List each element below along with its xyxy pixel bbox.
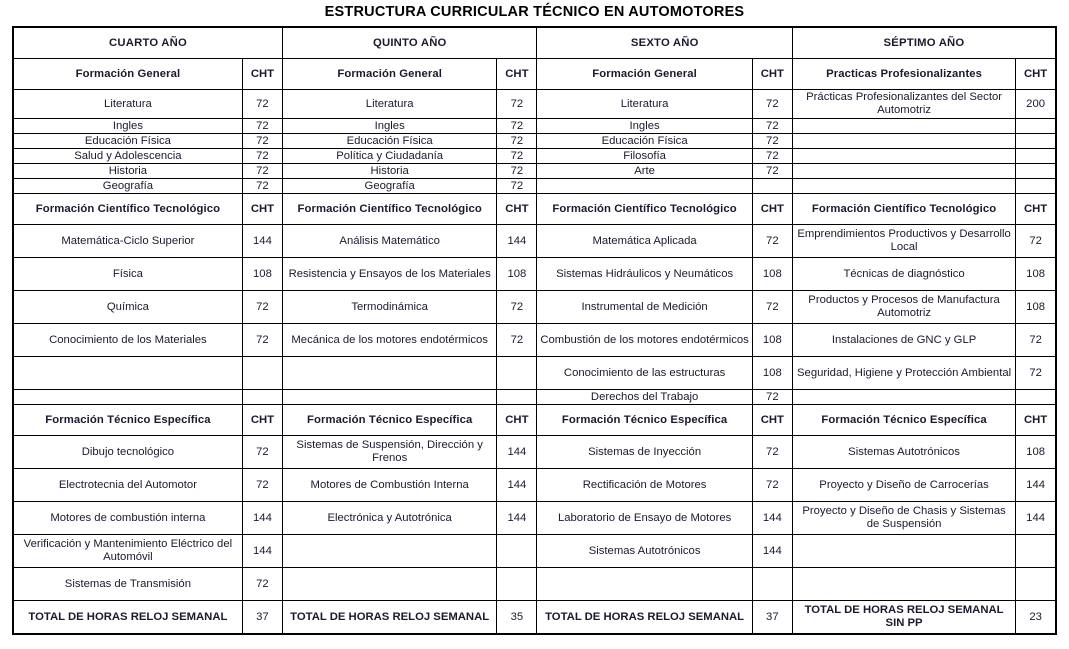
hours-cell: 72: [242, 469, 282, 502]
subject-cell: [283, 535, 497, 568]
table-row: [13, 258, 1056, 291]
subject-cell: Sistemas de Inyección: [537, 436, 752, 469]
table-row: [13, 194, 1056, 225]
table-row: [13, 291, 1056, 324]
hours-cell: 72: [242, 179, 282, 194]
section-heading-y4-s2: Formación Científico Tecnológico: [792, 194, 1015, 225]
table-row: [13, 134, 1056, 149]
subject-cell: [537, 179, 752, 194]
table-row: [13, 601, 1056, 635]
subject-cell: Educación Física: [283, 134, 497, 149]
hours-cell: [497, 535, 537, 568]
year-header-3: SEXTO AÑO: [537, 27, 792, 59]
subject-cell: Combustión de los motores endotérmicos: [537, 324, 752, 357]
subject-cell: [792, 134, 1015, 149]
cht-header-y2-s2: CHT: [497, 194, 537, 225]
section-heading-y1-s2: Formación Científico Tecnológico: [13, 194, 242, 225]
hours-cell: 72: [242, 149, 282, 164]
subject-cell: Instalaciones de GNC y GLP: [792, 324, 1015, 357]
subject-cell: [792, 164, 1015, 179]
hours-cell: [1016, 568, 1056, 601]
hours-cell: [242, 390, 282, 405]
total-value-y3: 37: [752, 601, 792, 635]
hours-cell: 72: [1016, 324, 1056, 357]
subject-cell: Motores de combustión interna: [13, 502, 242, 535]
subject-cell: Resistencia y Ensayos de los Materiales: [283, 258, 497, 291]
hours-cell: [752, 179, 792, 194]
subject-cell: Matemática Aplicada: [537, 225, 752, 258]
hours-cell: 144: [497, 469, 537, 502]
subject-cell: Literatura: [13, 90, 242, 119]
subject-cell: [792, 179, 1015, 194]
subject-cell: Ingles: [283, 119, 497, 134]
subject-cell: Política y Ciudadanía: [283, 149, 497, 164]
subject-cell: Historia: [13, 164, 242, 179]
hours-cell: 144: [752, 502, 792, 535]
cht-header-y4-s2: CHT: [1016, 194, 1056, 225]
hours-cell: 72: [497, 164, 537, 179]
year-header-1: CUARTO AÑO: [13, 27, 283, 59]
subject-cell: [792, 149, 1015, 164]
table-row: [13, 357, 1056, 390]
year-header-2: QUINTO AÑO: [283, 27, 537, 59]
hours-cell: 72: [242, 436, 282, 469]
table-row: [13, 179, 1056, 194]
hours-cell: 72: [497, 119, 537, 134]
table-row: [13, 324, 1056, 357]
section-heading-y1-s3: Formación Técnico Específica: [13, 405, 242, 436]
table-row: [13, 568, 1056, 601]
cht-header-y1-s3: CHT: [242, 405, 282, 436]
hours-cell: 72: [242, 164, 282, 179]
subject-cell: Mecánica de los motores endotérmicos: [283, 324, 497, 357]
total-value-y2: 35: [497, 601, 537, 635]
subject-cell: [537, 568, 752, 601]
subject-cell: Sistemas Autotrónicos: [792, 436, 1015, 469]
subject-cell: Sistemas Autotrónicos: [537, 535, 752, 568]
hours-cell: 144: [1016, 469, 1056, 502]
subject-cell: [792, 390, 1015, 405]
subject-cell: Salud y Adolescencia: [13, 149, 242, 164]
subject-cell: Geografía: [13, 179, 242, 194]
table-row: [13, 535, 1056, 568]
subject-cell: [283, 568, 497, 601]
curriculum-table-container: [0, 26, 1069, 635]
subject-cell: Conocimiento de los Materiales: [13, 324, 242, 357]
hours-cell: 72: [497, 291, 537, 324]
hours-cell: [497, 568, 537, 601]
section-heading-y3-s1: Formación General: [537, 59, 752, 90]
hours-cell: 108: [752, 258, 792, 291]
cht-header-y4-s3: CHT: [1016, 405, 1056, 436]
hours-cell: 200: [1016, 90, 1056, 119]
subject-cell: Proyecto y Diseño de Chasis y Sistemas de Suspensión: [792, 502, 1015, 535]
hours-cell: 108: [1016, 291, 1056, 324]
hours-cell: 108: [1016, 436, 1056, 469]
table-row: [13, 502, 1056, 535]
section-heading-y1-s1: Formación General: [13, 59, 242, 90]
subject-cell: Proyecto y Diseño de Carrocerías: [792, 469, 1015, 502]
hours-cell: 72: [752, 225, 792, 258]
hours-cell: 72: [752, 164, 792, 179]
subject-cell: Electrónica y Autotrónica: [283, 502, 497, 535]
subject-cell: Verificación y Mantenimiento Eléctrico del Automóvil: [13, 535, 242, 568]
subject-cell: [13, 357, 242, 390]
subject-cell: Física: [13, 258, 242, 291]
subject-cell: Productos y Procesos de Manufactura Automotriz: [792, 291, 1015, 324]
section-heading-y2-s1: Formación General: [283, 59, 497, 90]
subject-cell: Sistemas Hidráulicos y Neumáticos: [537, 258, 752, 291]
subject-cell: Arte: [537, 164, 752, 179]
hours-cell: [1016, 119, 1056, 134]
hours-cell: 108: [242, 258, 282, 291]
subject-cell: Literatura: [283, 90, 497, 119]
subject-cell: Filosofía: [537, 149, 752, 164]
subject-cell: [283, 390, 497, 405]
cht-header-y3-s2: CHT: [752, 194, 792, 225]
total-value-y4: 23: [1016, 601, 1056, 635]
hours-cell: 72: [752, 436, 792, 469]
hours-cell: 72: [497, 134, 537, 149]
subject-cell: Prácticas Profesionalizantes del Sector Automotriz: [792, 90, 1015, 119]
table-row: [13, 225, 1056, 258]
hours-cell: 72: [497, 324, 537, 357]
subject-cell: [792, 119, 1015, 134]
table-row: [13, 469, 1056, 502]
subject-cell: Sistemas de Transmisión: [13, 568, 242, 601]
curriculum-table: [12, 26, 1057, 635]
total-label-y3: TOTAL DE HORAS RELOJ SEMANAL: [537, 601, 752, 635]
hours-cell: 72: [242, 291, 282, 324]
hours-cell: 144: [497, 502, 537, 535]
cht-header-y2-s3: CHT: [497, 405, 537, 436]
hours-cell: 144: [242, 502, 282, 535]
hours-cell: 72: [752, 469, 792, 502]
subject-cell: Dibujo tecnológico: [13, 436, 242, 469]
page-title: ESTRUCTURA CURRICULAR TÉCNICO EN AUTOMOTORES: [324, 4, 745, 20]
subject-cell: Ingles: [13, 119, 242, 134]
hours-cell: [1016, 535, 1056, 568]
hours-cell: 108: [752, 357, 792, 390]
subject-cell: Geografía: [283, 179, 497, 194]
hours-cell: [1016, 179, 1056, 194]
total-label-y1: TOTAL DE HORAS RELOJ SEMANAL: [13, 601, 242, 635]
hours-cell: 72: [1016, 357, 1056, 390]
subject-cell: Conocimiento de las estructuras: [537, 357, 752, 390]
subject-cell: Laboratorio de Ensayo de Motores: [537, 502, 752, 535]
hours-cell: [1016, 134, 1056, 149]
total-label-y2: TOTAL DE HORAS RELOJ SEMANAL: [283, 601, 497, 635]
section-heading-y3-s3: Formación Técnico Específica: [537, 405, 752, 436]
hours-cell: 72: [1016, 225, 1056, 258]
hours-cell: [497, 357, 537, 390]
hours-cell: 144: [242, 535, 282, 568]
table-row: [13, 59, 1056, 90]
hours-cell: 108: [497, 258, 537, 291]
hours-cell: [497, 390, 537, 405]
cht-header-y3-s3: CHT: [752, 405, 792, 436]
hours-cell: [242, 357, 282, 390]
table-row: [13, 90, 1056, 119]
hours-cell: 72: [497, 179, 537, 194]
hours-cell: [1016, 164, 1056, 179]
hours-cell: 108: [1016, 258, 1056, 291]
year-header-4: SÉPTIMO AÑO: [792, 27, 1056, 59]
hours-cell: 72: [242, 568, 282, 601]
hours-cell: 72: [752, 90, 792, 119]
hours-cell: [752, 568, 792, 601]
section-heading-y2-s2: Formación Científico Tecnológico: [283, 194, 497, 225]
subject-cell: Análisis Matemático: [283, 225, 497, 258]
total-label-y4: TOTAL DE HORAS RELOJ SEMANAL SIN PP: [792, 601, 1015, 635]
subject-cell: Educación Física: [13, 134, 242, 149]
hours-cell: 72: [242, 134, 282, 149]
subject-cell: Termodinámica: [283, 291, 497, 324]
subject-cell: [792, 568, 1015, 601]
hours-cell: 72: [752, 134, 792, 149]
hours-cell: 72: [497, 90, 537, 119]
hours-cell: 72: [752, 390, 792, 405]
hours-cell: 144: [1016, 502, 1056, 535]
hours-cell: 72: [242, 324, 282, 357]
subject-cell: Instrumental de Medición: [537, 291, 752, 324]
hours-cell: [1016, 149, 1056, 164]
subject-cell: Técnicas de diagnóstico: [792, 258, 1015, 291]
subject-cell: Matemática-Ciclo Superior: [13, 225, 242, 258]
subject-cell: Seguridad, Higiene y Protección Ambiental: [792, 357, 1015, 390]
section-heading-y4-s1: Practicas Profesionalizantes: [792, 59, 1015, 90]
subject-cell: [283, 357, 497, 390]
cht-header-y1-s1: CHT: [242, 59, 282, 90]
table-row: [13, 164, 1056, 179]
table-row: [13, 27, 1056, 59]
subject-cell: Rectificación de Motores: [537, 469, 752, 502]
cht-header-y4-s1: CHT: [1016, 59, 1056, 90]
subject-cell: [792, 535, 1015, 568]
section-heading-y2-s3: Formación Técnico Específica: [283, 405, 497, 436]
subject-cell: Sistemas de Suspensión, Dirección y Frenos: [283, 436, 497, 469]
hours-cell: 108: [752, 324, 792, 357]
total-value-y1: 37: [242, 601, 282, 635]
hours-cell: 144: [497, 225, 537, 258]
subject-cell: Motores de Combustión Interna: [283, 469, 497, 502]
subject-cell: Electrotecnia del Automotor: [13, 469, 242, 502]
hours-cell: 144: [242, 225, 282, 258]
subject-cell: Derechos del Trabajo: [537, 390, 752, 405]
hours-cell: [1016, 390, 1056, 405]
hours-cell: 72: [752, 149, 792, 164]
hours-cell: 72: [752, 291, 792, 324]
subject-cell: [13, 390, 242, 405]
table-row: [13, 405, 1056, 436]
table-row: [13, 119, 1056, 134]
subject-cell: Emprendimientos Productivos y Desarrollo Local: [792, 225, 1015, 258]
hours-cell: 72: [752, 119, 792, 134]
subject-cell: Literatura: [537, 90, 752, 119]
table-row: [13, 436, 1056, 469]
subject-cell: Química: [13, 291, 242, 324]
hours-cell: 144: [752, 535, 792, 568]
cht-header-y2-s1: CHT: [497, 59, 537, 90]
hours-cell: 72: [497, 149, 537, 164]
section-heading-y4-s3: Formación Técnico Específica: [792, 405, 1015, 436]
cht-header-y3-s1: CHT: [752, 59, 792, 90]
hours-cell: 72: [242, 90, 282, 119]
subject-cell: Historia: [283, 164, 497, 179]
hours-cell: 72: [242, 119, 282, 134]
subject-cell: Educación Física: [537, 134, 752, 149]
table-row: [13, 149, 1056, 164]
cht-header-y1-s2: CHT: [242, 194, 282, 225]
section-heading-y3-s2: Formación Científico Tecnológico: [537, 194, 752, 225]
subject-cell: Ingles: [537, 119, 752, 134]
table-row: [13, 390, 1056, 405]
hours-cell: 144: [497, 436, 537, 469]
